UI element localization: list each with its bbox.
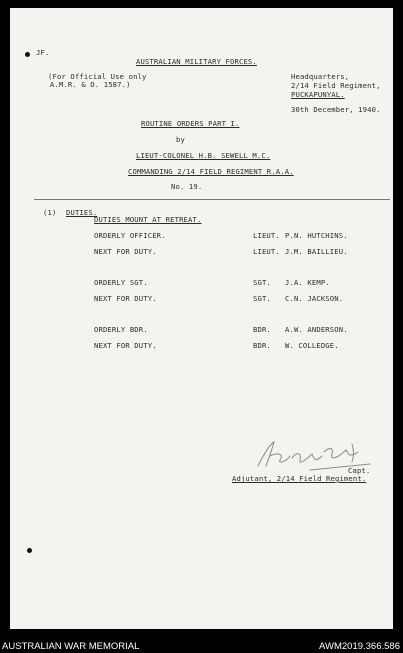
duty-name: P.N. HUTCHINS. <box>285 231 348 240</box>
duty-role: ORDERLY OFFICER. <box>94 231 166 240</box>
hq-line-3: PUCKAPUNYAL. <box>291 90 345 99</box>
duty-role: NEXT FOR DUTY. <box>94 247 157 256</box>
by-line: by <box>176 135 185 144</box>
hq-line-1: Headquarters, <box>291 72 350 81</box>
order-number: No. 19. <box>171 182 203 191</box>
command-line: COMMANDING 2/14 FIELD REGIMENT R.A.A. <box>128 167 294 176</box>
commanding-officer: LIEUT-COLONEL H.B. SEWELL M.C. <box>136 151 271 160</box>
footer-accession: AWM2019.366.586 <box>319 641 400 652</box>
duty-rank: LIEUT. <box>253 247 280 256</box>
heading: AUSTRALIAN MILITARY FORCES. <box>136 57 257 66</box>
document-page <box>10 8 393 629</box>
duty-rank: BDR. <box>253 341 271 350</box>
duty-rank: BDR. <box>253 325 271 334</box>
section-number: (1) <box>43 208 57 217</box>
reference-mark: JF. <box>36 48 50 57</box>
official-use-line-1: (For Official Use only <box>48 72 147 81</box>
duty-rank: LIEUT. <box>253 231 280 240</box>
footer-bar <box>0 640 403 653</box>
duty-name: J.A. KEMP. <box>285 278 330 287</box>
date: 30th December, 1940. <box>291 105 381 114</box>
duty-name: W. COLLEDGE. <box>285 341 339 350</box>
duty-role: NEXT FOR DUTY. <box>94 294 157 303</box>
duty-role: ORDERLY BDR. <box>94 325 148 334</box>
duty-role: ORDERLY SGT. <box>94 278 148 287</box>
section-subtitle: DUTIES MOUNT AT RETREAT. <box>94 215 202 224</box>
duty-name: A.W. ANDERSON. <box>285 325 348 334</box>
signature-title: Adjutant, 2/14 Field Regiment. <box>232 474 367 483</box>
duty-rank: SGT. <box>253 278 271 287</box>
duty-rank: SGT. <box>253 294 271 303</box>
duty-name: J.M. BAILLIEU. <box>285 247 348 256</box>
divider <box>34 199 390 200</box>
orders-title: ROUTINE ORDERS PART I. <box>141 119 240 128</box>
official-use-line-2: A.M.R. & O. 1587.) <box>50 80 131 89</box>
hq-line-2: 2/14 Field Regiment, <box>291 81 381 90</box>
duty-name: C.N. JACKSON. <box>285 294 344 303</box>
duty-role: NEXT FOR DUTY. <box>94 341 157 350</box>
punch-hole-bottom <box>27 548 32 553</box>
signature-rank: Capt. <box>348 466 371 475</box>
footer-source: AUSTRALIAN WAR MEMORIAL <box>2 641 140 652</box>
punch-hole-top <box>25 52 30 57</box>
section-title: DUTIES. <box>66 208 98 217</box>
